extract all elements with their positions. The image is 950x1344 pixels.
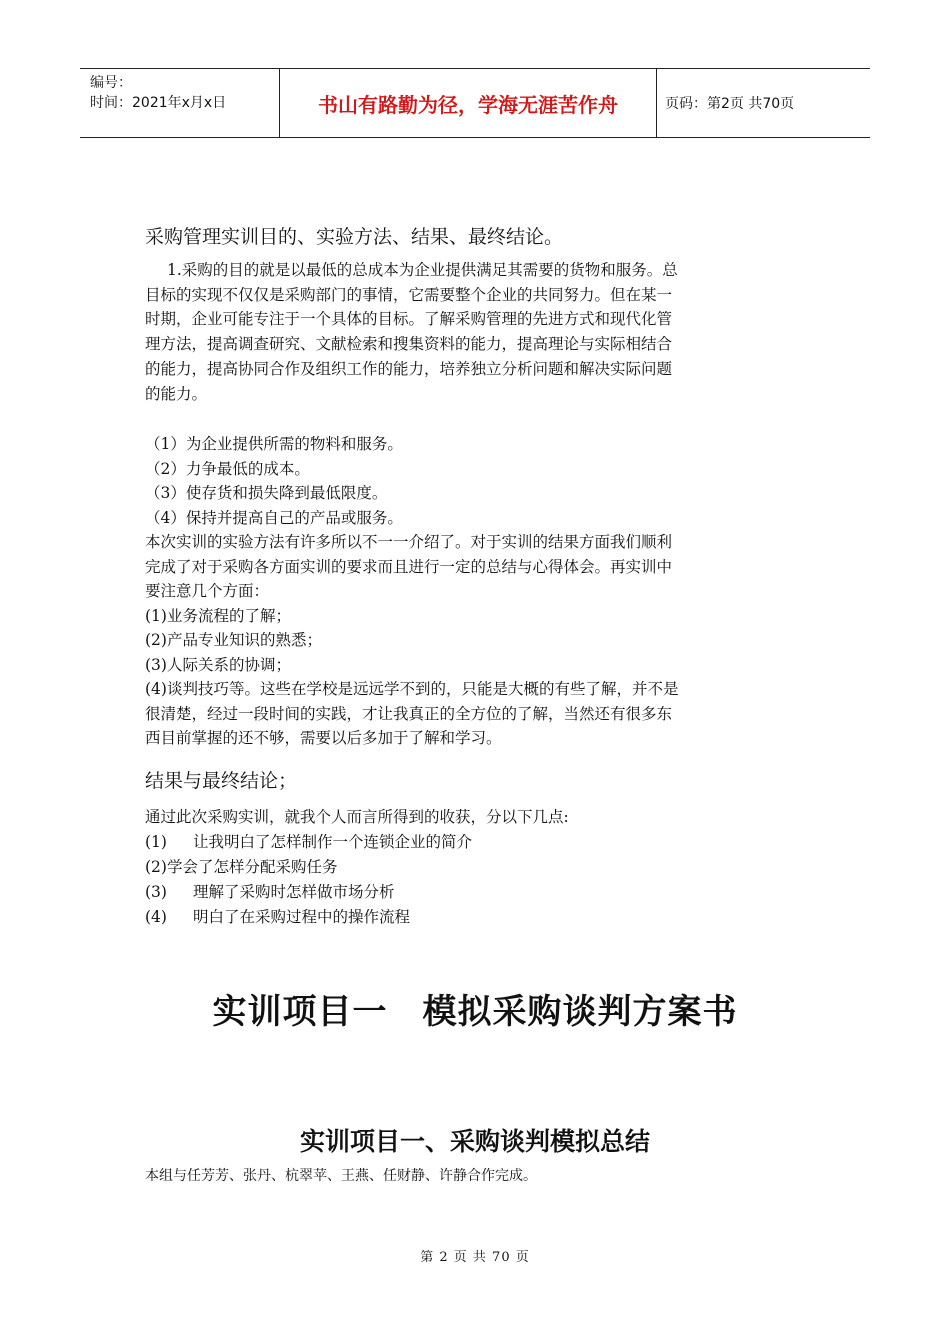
item-number: (3) (145, 883, 167, 901)
page-header (80, 68, 870, 138)
item-text: 明白了在采购过程中的操作流程 (193, 908, 411, 926)
intro-line: 的能力，提高协同合作及组织工作的能力，培养独立分析问题和解决实际问题 (145, 359, 673, 378)
document-date: 时间：2021年x月x日 (90, 95, 227, 111)
intro-line: 理方法，提高调查研究、文献检索和搜集资料的能力，提高理论与实际相结合 (145, 335, 673, 354)
list-item (145, 905, 569, 930)
intro-line: 的能力。 (145, 384, 208, 403)
intro-line: 1.采购的目的就是以最低的总成本为企业提供满足其需要的货物和服务。总 (167, 261, 678, 279)
header-page-info: 页码：第2页 共70页 (665, 96, 795, 112)
results-intro: 通过此次采购实训，就我个人而言所得到的收获，分以下几点: (145, 808, 569, 826)
section-title: 采购管理实训目的、实验方法、结果、最终结论。 (145, 226, 564, 248)
intro-line: 目标的实现不仅仅是采购部门的事情，它需要整个企业的共同努力。但在某一 (145, 285, 673, 304)
continuation-line: 西目前掌握的还不够，需要以后多加于了解和学习。 (145, 729, 502, 747)
list-item: （1）为企业提供所需的物料和服务。 (145, 435, 403, 453)
results-heading: 结果与最终结论； (145, 770, 298, 792)
objectives-list (145, 432, 815, 751)
item-text: (2)学会了怎样分配采购任务 (145, 858, 338, 876)
results-list (145, 805, 569, 930)
method-line: 本次实训的实验方法有许多所以不一一介绍了。对于实训的结果方面我们顺利 (145, 533, 673, 551)
document-number-label: 编号： (90, 75, 132, 91)
summary-title: 实训项目一、采购谈判模拟总结 (299, 1127, 650, 1156)
list-item (145, 855, 569, 880)
team-line: 本组与任芳芳、张丹、杭翠苹、王燕、任财静、许静合作完成。 (145, 1168, 537, 1184)
intro-paragraph (145, 258, 810, 406)
header-motto: 书山有路勤为径，学海无涯苦作舟 (280, 69, 657, 137)
list-item: （3）使存货和损失降到最低限度。 (145, 484, 388, 502)
list-item (145, 880, 569, 905)
item-text: 理解了采购时怎样做市场分析 (193, 883, 395, 901)
item-number: (1) (145, 833, 167, 851)
list-item: （2）力争最低的成本。 (145, 459, 310, 478)
method-line: 完成了对于采购各方面实训的要求而且进行一定的总结与心得体会。再实训中 (145, 557, 673, 576)
page-footer: 第 2 页 共 70 页 (420, 1250, 530, 1265)
list-item: （4）保持并提高自己的产品或服务。 (145, 508, 403, 527)
item-number: (4) (145, 908, 167, 926)
method-line: 要注意几个方面： (145, 582, 270, 600)
continuation-line: 很清楚，经过一段时间的实践，才让我真正的全方位的了解，当然还有很多东 (145, 704, 673, 723)
list-item: (2)产品专业知识的熟悉； (145, 631, 322, 649)
intro-line: 时期，企业可能专注于一个具体的目标。了解采购管理的先进方式和现代化管 (145, 310, 673, 329)
header-meta (80, 69, 280, 137)
list-item: (1)业务流程的了解； (145, 606, 291, 625)
item-text: 让我明白了怎样制作一个连锁企业的简介 (193, 833, 473, 851)
list-item: (3)人际关系的协调； (145, 655, 291, 674)
list-item (145, 830, 569, 855)
project-title: 实训项目一 模拟采购谈判方案书 (212, 992, 738, 1032)
list-item: (4)谈判技巧等。这些在学校是远远学不到的，只能是大概的有些了解，并不是 (145, 680, 679, 698)
